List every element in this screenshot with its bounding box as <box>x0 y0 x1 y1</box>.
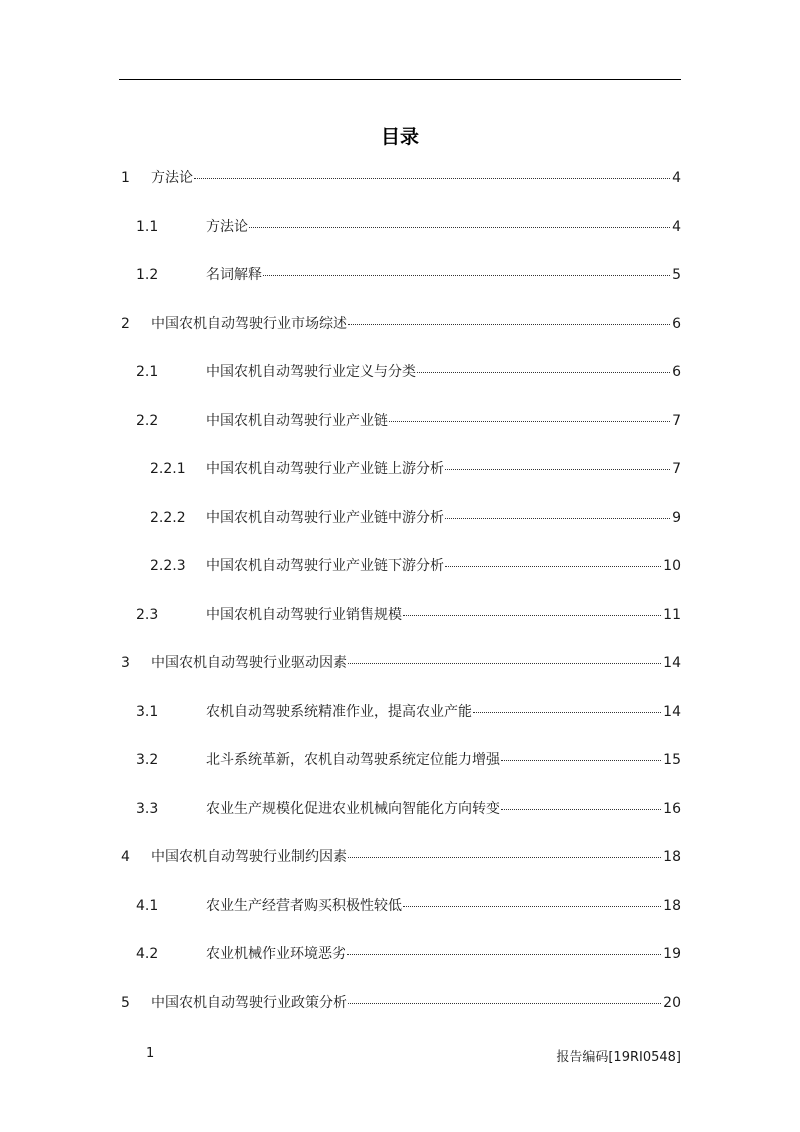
toc-entry-title: 农机自动驾驶系统精准作业，提高农业产能 <box>206 704 472 720</box>
toc-dot-leader <box>445 554 661 567</box>
toc-entry-title: 方法论 <box>151 170 193 186</box>
toc-entry-page: 5 <box>672 267 681 283</box>
toc-entry[interactable] <box>121 168 681 188</box>
toc-entry[interactable] <box>136 605 681 625</box>
toc-dot-leader <box>348 651 661 664</box>
toc-dot-leader <box>445 506 670 519</box>
toc-entry-page: 11 <box>663 607 681 623</box>
toc-entry-title: 农业生产规模化促进农业机械向智能化方向转变 <box>206 801 500 817</box>
toc-entry-number: 3 <box>121 655 130 671</box>
toc-entry-number: 3.1 <box>136 704 159 720</box>
toc-entry[interactable] <box>136 362 681 382</box>
toc-entry-page: 18 <box>663 898 681 914</box>
toc-entry-page: 6 <box>672 316 681 332</box>
toc-dot-leader <box>348 991 661 1004</box>
toc-entry-page: 9 <box>672 510 681 526</box>
toc-entry-title: 中国农机自动驾驶行业市场综述 <box>151 316 347 332</box>
toc-entry[interactable] <box>121 653 681 673</box>
toc-dot-leader <box>347 942 661 955</box>
toc-entry[interactable] <box>136 411 681 431</box>
toc-entry-page: 7 <box>672 413 681 429</box>
toc-entry[interactable] <box>136 896 681 916</box>
toc-entry-title: 中国农机自动驾驶行业产业链 <box>206 413 388 429</box>
toc-dot-leader <box>194 166 670 179</box>
toc-entry[interactable] <box>136 217 681 237</box>
header-rule <box>119 79 681 80</box>
toc-entry-page: 10 <box>663 558 681 574</box>
toc-entry[interactable] <box>150 508 681 528</box>
toc-entry-page: 15 <box>663 752 681 768</box>
toc-entry-number: 2 <box>121 316 130 332</box>
toc-dot-leader <box>263 263 670 276</box>
toc-entry-number: 4 <box>121 849 130 865</box>
toc-entry-page: 14 <box>663 704 681 720</box>
toc-entry-title: 中国农机自动驾驶行业产业链中游分析 <box>206 510 444 526</box>
toc-dot-leader <box>348 845 661 858</box>
toc-entry-page: 19 <box>663 946 681 962</box>
toc-entry-title: 中国农机自动驾驶行业定义与分类 <box>206 364 416 380</box>
toc-entry-page: 4 <box>672 170 681 186</box>
toc-entry-page: 6 <box>672 364 681 380</box>
toc-entry[interactable] <box>121 314 681 334</box>
toc-dot-leader <box>473 700 661 713</box>
toc-dot-leader <box>249 215 670 228</box>
toc-dot-leader <box>501 797 661 810</box>
toc-entry-page: 16 <box>663 801 681 817</box>
toc-entry-page: 14 <box>663 655 681 671</box>
toc-entry-title: 农业机械作业环境恶劣 <box>206 946 346 962</box>
toc-entry-title: 农业生产经营者购买积极性较低 <box>206 898 402 914</box>
toc-entry-title: 方法论 <box>206 219 248 235</box>
toc-entry[interactable] <box>150 459 681 479</box>
toc-entry-title: 中国农机自动驾驶行业驱动因素 <box>151 655 347 671</box>
toc-entry[interactable] <box>136 799 681 819</box>
toc-dot-leader <box>389 409 670 422</box>
toc-entry-number: 2.2 <box>136 413 159 429</box>
toc-title: 目录 <box>380 126 419 148</box>
toc-entry-number: 3.3 <box>136 801 159 817</box>
toc-entry-title: 中国农机自动驾驶行业制约因素 <box>151 849 347 865</box>
toc-entry-number: 3.2 <box>136 752 159 768</box>
toc-dot-leader <box>403 603 661 616</box>
toc-entry-title: 名词解释 <box>206 267 262 283</box>
toc-entry-page: 4 <box>672 219 681 235</box>
toc-entry-page: 18 <box>663 849 681 865</box>
toc-entry-title: 中国农机自动驾驶行业产业链上游分析 <box>206 461 444 477</box>
toc-entry-number: 1.2 <box>136 267 159 283</box>
toc-entry[interactable] <box>121 993 681 1013</box>
toc-entry[interactable] <box>136 750 681 770</box>
toc-entry[interactable] <box>121 847 681 867</box>
toc-entry-page: 7 <box>672 461 681 477</box>
toc-entry-number: 2.2.3 <box>150 558 186 574</box>
toc-dot-leader <box>501 748 661 761</box>
toc-entry-title: 北斗系统革新，农机自动驾驶系统定位能力增强 <box>206 752 500 768</box>
toc-entry-title: 中国农机自动驾驶行业销售规模 <box>206 607 402 623</box>
toc-entry-number: 2.1 <box>136 364 159 380</box>
toc-entry[interactable] <box>136 944 681 964</box>
toc-entry[interactable] <box>136 265 681 285</box>
toc-entry-number: 4.1 <box>136 898 159 914</box>
footer-report-code: 报告编码[19RI0548] <box>556 1050 681 1065</box>
toc-dot-leader <box>348 312 670 325</box>
toc-entry-number: 5 <box>121 995 130 1011</box>
toc-entry[interactable] <box>136 702 681 722</box>
toc-entry-number: 1.1 <box>136 219 159 235</box>
toc-entry-page: 20 <box>663 995 681 1011</box>
toc-entry-title: 中国农机自动驾驶行业政策分析 <box>151 995 347 1011</box>
footer-page-number: 1 <box>146 1046 155 1061</box>
toc-dot-leader <box>417 360 670 373</box>
toc-entry-number: 2.3 <box>136 607 159 623</box>
toc-entry-number: 1 <box>121 170 130 186</box>
toc-entry-number: 4.2 <box>136 946 159 962</box>
toc-entry-number: 2.2.1 <box>150 461 186 477</box>
toc-dot-leader <box>403 894 661 907</box>
toc-entry-number: 2.2.2 <box>150 510 186 526</box>
toc-dot-leader <box>445 457 670 470</box>
toc-entry[interactable] <box>150 556 681 576</box>
toc-entry-title: 中国农机自动驾驶行业产业链下游分析 <box>206 558 444 574</box>
